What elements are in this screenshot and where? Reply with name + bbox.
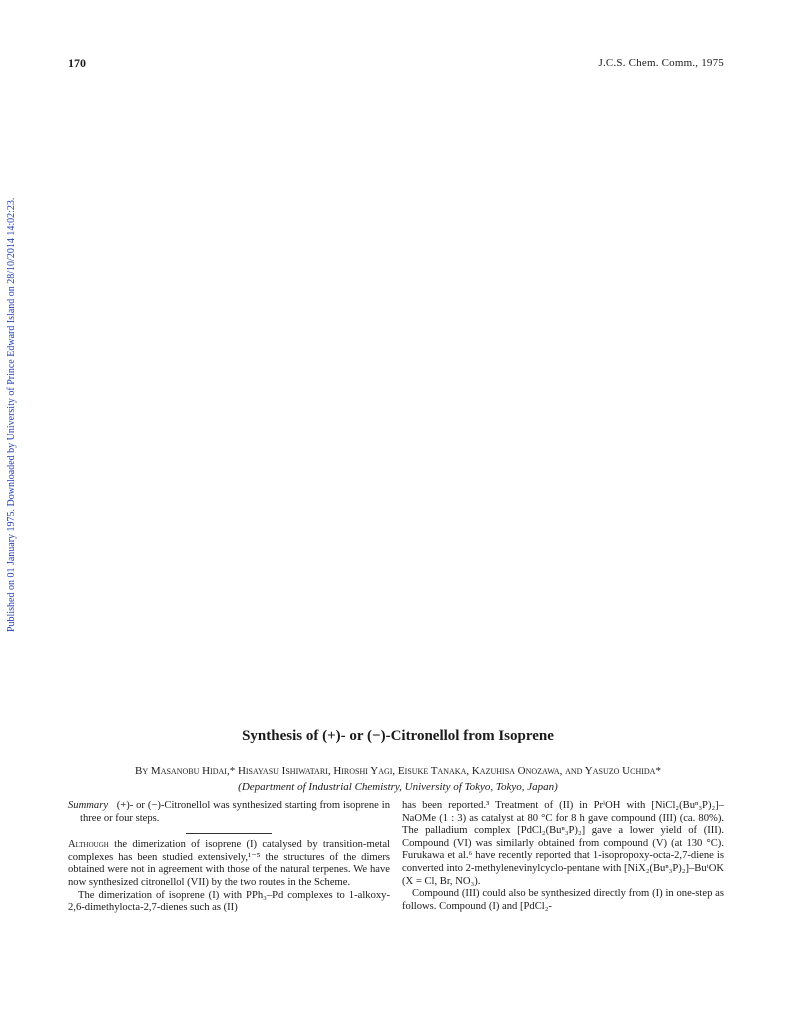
download-watermark[interactable]: Published on 01 January 1975. Downloaded by University of Prince Edward Island on 28/10/2014 14:02:23. bbox=[6, 197, 17, 632]
body-paragraph-4: Compound (III) could also be synthesized directly from (I) in one-step as follows. Compound (I) and [PdCl₂- bbox=[402, 888, 724, 912]
paragraph-1-text: the dimerization of isoprene (I) catalysed by transition-metal complexes has been studied extensively,¹⁻⁵ the structures of the dimers obtained were not in agreement with those of the natural terpenes. We have now synthesized citronellol (VII) by the two routes in the Scheme. bbox=[68, 839, 390, 888]
page-number: 170 bbox=[68, 56, 86, 70]
section-divider bbox=[186, 833, 272, 834]
body-paragraph-2: The dimerization of isoprene (I) with PPh₃–Pd complexes to 1-alkoxy-2,6-dimethylocta-2,7-dienes such as (II) bbox=[68, 889, 390, 914]
body-paragraph-3: has been reported.³ Treatment of (II) in PrⁱOH with [NiCl₂(Buⁿ₃P)₂]–NaOMe (1 : 3) as catalyst at 80 °C for 8 h gave compound (III) (ca. 80%). The palladium complex [PdCl₂(Buⁿ₃P)₂] gave a lower yield of (III). Compound (VI) was similarly obtained from compound (V) (at 130 °C). Furukawa et al.⁶ have recently reported that 1-isopropoxy-octa-2,7-diene is converted into 2-methylenevinylcyclo-pentane with [NiX₂(Buⁿ₃P)₂]–BuᵗOK (X = Cl, Br, NO₃). bbox=[402, 800, 724, 887]
right-column bbox=[402, 800, 724, 913]
lead-word: Although bbox=[68, 839, 109, 851]
body-paragraph-1 bbox=[68, 839, 390, 889]
article-authors: By Masanobu Hidai,* Hisayasu Ishiwatari, Hiroshi Yagi, Eisuke Tanaka, Kazuhisa Onozawa, and Yasuzo Uchida* bbox=[135, 765, 661, 777]
summary-text: (+)- or (−)-Citronellol was synthesized starting from isoprene in three or four steps. bbox=[80, 800, 390, 824]
summary-label: Summary bbox=[68, 800, 109, 811]
left-column bbox=[68, 800, 390, 915]
journal-citation: J.C.S. Chem. Comm., 1975 bbox=[598, 57, 724, 69]
article-affiliation: (Department of Industrial Chemistry, University of Tokyo, Tokyo, Japan) bbox=[238, 781, 558, 793]
summary-paragraph bbox=[68, 800, 390, 825]
article-title: Synthesis of (+)- or (−)-Citronellol from Isoprene bbox=[242, 728, 554, 744]
